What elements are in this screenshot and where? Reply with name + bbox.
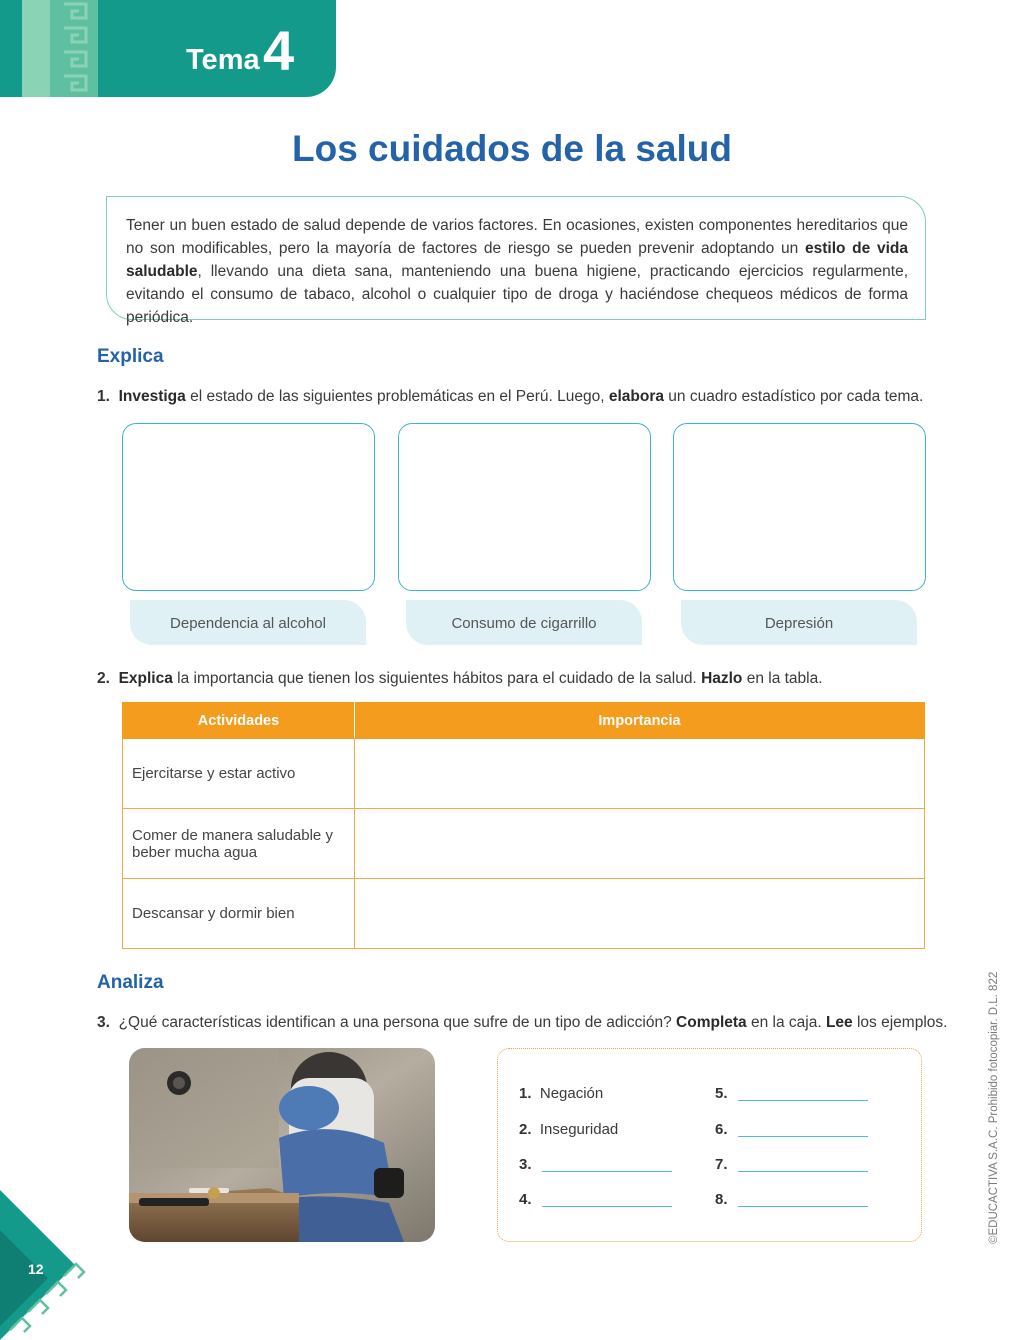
feature-item-5: 5.: [715, 1085, 728, 1102]
chart-label-alcohol: Dependencia al alcohol: [130, 600, 366, 645]
chart-label-cigarette: Consumo de cigarrillo: [406, 600, 642, 645]
importance-cell[interactable]: [355, 809, 925, 879]
topic-label: Tema: [186, 44, 260, 76]
table-row: [123, 879, 925, 949]
importance-cell[interactable]: [355, 879, 925, 949]
table-header-row: [123, 703, 925, 739]
feature-item-7: 7.: [715, 1156, 728, 1173]
question-2: 2. Explica la importancia que tienen los siguientes hábitos para el cuidado de la salud. Hazlo en la tabla.: [97, 670, 823, 687]
chart-label-depression: Depresión: [681, 600, 917, 645]
feature-item-1: 1. Negación: [519, 1085, 604, 1102]
question-3: 3. ¿Qué características identifican a una persona que sufre de un tipo de adicción? Completa en la caja. Lee los ejemplos.: [97, 1014, 948, 1031]
column-header-importancia: Importancia: [355, 703, 925, 739]
topic-number: 4: [263, 19, 295, 82]
tab-decoration: [22, 0, 50, 97]
feature-blank-3[interactable]: [542, 1170, 672, 1172]
corner-decoration: [0, 1190, 90, 1340]
activity-cell: Comer de manera saludable y beber mucha agua: [123, 809, 355, 879]
greek-key-icon: [50, 0, 98, 97]
importance-cell[interactable]: [355, 739, 925, 809]
intro-paragraph: Tener un buen estado de salud depende de varios factores. En ocasiones, existen componentes hereditarios que no son modificables, pero la mayoría de factores de riesgo se pueden prevenir adoptando un estilo de vida saludable, llevando una dieta sana, manteniendo una buena higiene, practicando ejercicios regularmente, evitando el consumo de tabaco, alcohol o cualquier tipo de droga y haciéndose chequeos médicos de forma periódica.: [126, 217, 909, 326]
feature-item-8: 8.: [715, 1191, 728, 1208]
chart-area-alcohol[interactable]: [122, 423, 375, 591]
feature-blank-7[interactable]: [738, 1170, 868, 1172]
features-box: [497, 1048, 922, 1242]
activity-cell: Ejercitarse y estar activo: [123, 739, 355, 809]
table-row: [123, 739, 925, 809]
activity-cell: Descansar y dormir bien: [123, 879, 355, 949]
feature-blank-6[interactable]: [738, 1135, 868, 1137]
feature-blank-4[interactable]: [542, 1205, 672, 1207]
column-header-actividades: Actividades: [123, 703, 355, 739]
feature-item-4: 4.: [519, 1191, 532, 1208]
copyright-note: ©EDUCACTIVA S.A.C. Prohibido fotocopiar. D.L. 822: [988, 971, 1000, 1244]
question-1: 1. Investiga el estado de las siguientes problemáticas en el Perú. Luego, elabora un cuadro estadístico por cada tema.: [97, 388, 924, 405]
intro-bold-term: estilo de vida saludable: [126, 240, 909, 280]
chart-area-cigarette[interactable]: [398, 423, 651, 591]
feature-item-3: 3.: [519, 1156, 532, 1173]
photo-illustration: [129, 1048, 435, 1242]
page-number: 12: [28, 1261, 44, 1277]
table-row: [123, 809, 925, 879]
feature-item-6: 6.: [715, 1121, 728, 1138]
habits-table: [122, 702, 925, 949]
tab-decoration: [50, 0, 98, 97]
feature-blank-8[interactable]: [738, 1205, 868, 1207]
feature-blank-5[interactable]: [738, 1099, 868, 1101]
feature-item-2: 2. Inseguridad: [519, 1121, 619, 1138]
section-heading-analiza: Analiza: [97, 972, 164, 993]
section-heading-explica: Explica: [97, 346, 164, 367]
chart-area-depression[interactable]: [673, 423, 926, 591]
page-title: Los cuidados de la salud: [292, 128, 732, 169]
addiction-photo: [129, 1048, 435, 1242]
